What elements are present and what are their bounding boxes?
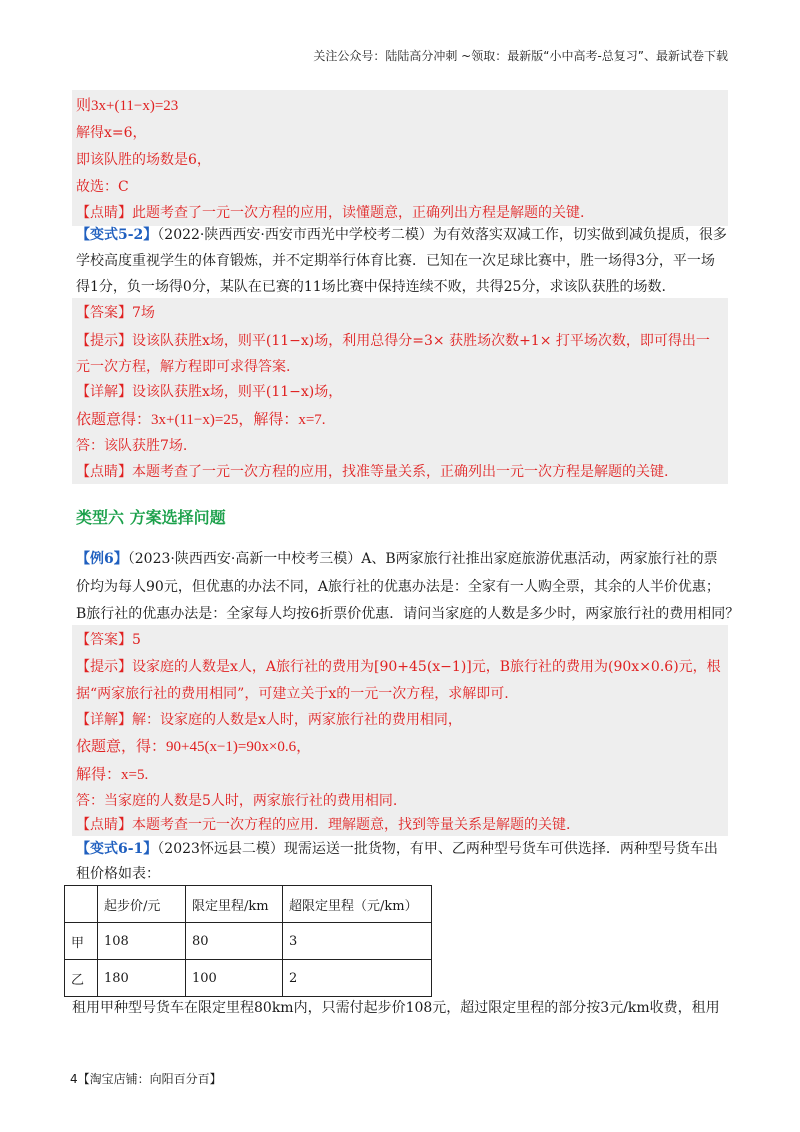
answer-tag: 【答案】	[76, 632, 132, 648]
variant52-question-line-1	[76, 225, 727, 245]
table-header-cell: 限定里程/km	[186, 886, 283, 923]
comment-tag: 【点睛】	[76, 464, 132, 480]
table-cell: 100	[186, 960, 283, 997]
variant61-after-table: 租用甲种型号货车在限定里程80km内，只需付起步价108元，超过限定里程的部分按3元/km收费，租用	[72, 1000, 720, 1016]
answer-tag: 【答案】	[76, 305, 132, 321]
equation-line: 则3x+(11−x)=23	[76, 98, 179, 114]
example6-detail-4: 答：当家庭的人数是5人时，两家旅行社的费用相同.	[76, 793, 398, 809]
rental-price-table	[64, 885, 432, 997]
answer-value: 5	[132, 632, 141, 648]
variant52-q1: （2022·陕西西安·西安市西光中学校考二模）为有效落实双减工作，切实做到减负提质，很多	[157, 227, 727, 243]
example6-q1: （2023·陕西西安·高新一中校考三模）A、B两家旅行社推出家庭旅游优惠活动，两家旅行社的票	[127, 551, 718, 567]
table-header-cell	[65, 886, 98, 923]
hint-text: 设家庭的人数是x人，A旅行社的费用为[90+45(x−1)]元，B旅行社的费用为(90x×0.6)元，根	[132, 659, 721, 675]
comment-text: 此题考查了一元一次方程的应用，读懂题意，正确列出方程是解题的关键.	[132, 205, 585, 221]
variant52-hint-2: 元一次方程，解方程即可求得答案.	[76, 359, 291, 375]
solve-line: 解得x=6，	[76, 125, 147, 141]
choice-line: 故选：C	[76, 179, 129, 195]
detail-text: 解：设家庭的人数是x人时，两家旅行社的费用相同，	[132, 712, 462, 728]
example6-answer	[76, 630, 141, 650]
table-header-cell: 超限定里程（元/km）	[283, 886, 432, 923]
section-heading: 类型六 方案选择问题	[76, 508, 226, 527]
comment-text: 本题考查一元一次方程的应用．理解题意，找到等量关系是解题的关键.	[132, 817, 571, 833]
example6-question-line-2: 价均为每人90元，但优惠的办法不同，A旅行社的优惠办法是：全家有一人购全票，其余的人半价优惠；	[76, 579, 720, 595]
example6-tag: 【例6】	[76, 551, 128, 567]
comment-tag: 【点睛】	[76, 817, 132, 833]
table-cell: 3	[283, 923, 432, 960]
detail-tag: 【详解】	[76, 384, 132, 400]
example6-detail-1	[76, 710, 462, 730]
table-header-row	[65, 886, 432, 923]
table-row	[65, 960, 432, 997]
variant61-tag: 【变式6-1】	[76, 841, 158, 857]
page-footer: 4【淘宝店铺：向阳百分百】	[70, 1072, 222, 1086]
example6-detail-2: 依题意，得：90+45(x−1)=90x×0.6，	[76, 739, 312, 755]
table-row	[65, 923, 432, 960]
hint-tag: 【提示】	[76, 333, 132, 349]
detail-tag: 【详解】	[76, 712, 132, 728]
variant52-answer	[76, 303, 155, 323]
example6-hint-1	[76, 657, 721, 677]
table-cell: 2	[283, 960, 432, 997]
variant52-tag: 【变式5-2】	[76, 227, 158, 243]
variant52-hint-1	[76, 331, 710, 351]
variant52-question-line-3: 得1分，负一场得0分，某队在已赛的11场比赛中保持连续不败，共得25分，求该队获胜的场数.	[76, 279, 666, 295]
hint-text: 设该队获胜x场，则平(11−x)场，利用总得分=3× 获胜场次数+1× 打平场次数，即可得出一	[132, 333, 710, 349]
page-header: 关注公众号：陆陆高分冲刺 ~领取：最新版“小中高考-总复习”、最新试卷下载	[313, 49, 728, 63]
table-cell: 180	[98, 960, 186, 997]
example6-question-line-3: B旅行社的优惠办法是：全家每人均按6折票价优惠．请问当家庭的人数是多少时，两家旅行社的费用相同？	[76, 606, 740, 622]
win-count-line: 即该队胜的场数是6，	[76, 152, 211, 168]
table-cell: 乙	[65, 960, 98, 997]
table-cell: 80	[186, 923, 283, 960]
example6-comment	[76, 815, 570, 835]
example6-detail-3: 解得：x=5.	[76, 767, 149, 783]
answer-value: 7场	[132, 305, 155, 321]
example6-hint-2: 据“两家旅行社的费用相同”，可建立关于x的一元一次方程，求解即可.	[76, 686, 509, 702]
comment-line	[76, 203, 584, 223]
comment-tag: 【点睛】	[76, 205, 132, 221]
example6-question-line-1	[76, 549, 718, 569]
comment-text: 本题考查了一元一次方程的应用，找准等量关系，正确列出一元一次方程是解题的关键.	[132, 464, 669, 480]
table-cell: 108	[98, 923, 186, 960]
detail-text: 设该队获胜x场，则平(11−x)场，	[132, 384, 343, 400]
variant52-detail-3: 答：该队获胜7场.	[76, 438, 188, 454]
hint-tag: 【提示】	[76, 659, 132, 675]
variant61-question-line-1	[76, 839, 718, 859]
variant61-q1: （2023怀远县二模）现需运送一批货物，有甲、乙两种型号货车可供选择．两种型号货车出	[157, 841, 718, 857]
variant52-question-line-2: 学校高度重视学生的体育锻炼，并不定期举行体育比赛．已知在一次足球比赛中，胜一场得3分，平一场	[76, 253, 715, 269]
variant52-comment	[76, 462, 668, 482]
variant52-detail-1	[76, 382, 342, 402]
table-cell: 甲	[65, 923, 98, 960]
variant52-detail-2: 依题意得：3x+(11−x)=25，解得：x=7.	[76, 412, 326, 428]
table-header-cell: 起步价/元	[98, 886, 186, 923]
variant61-question-line-2: 租价格如表：	[76, 866, 160, 882]
